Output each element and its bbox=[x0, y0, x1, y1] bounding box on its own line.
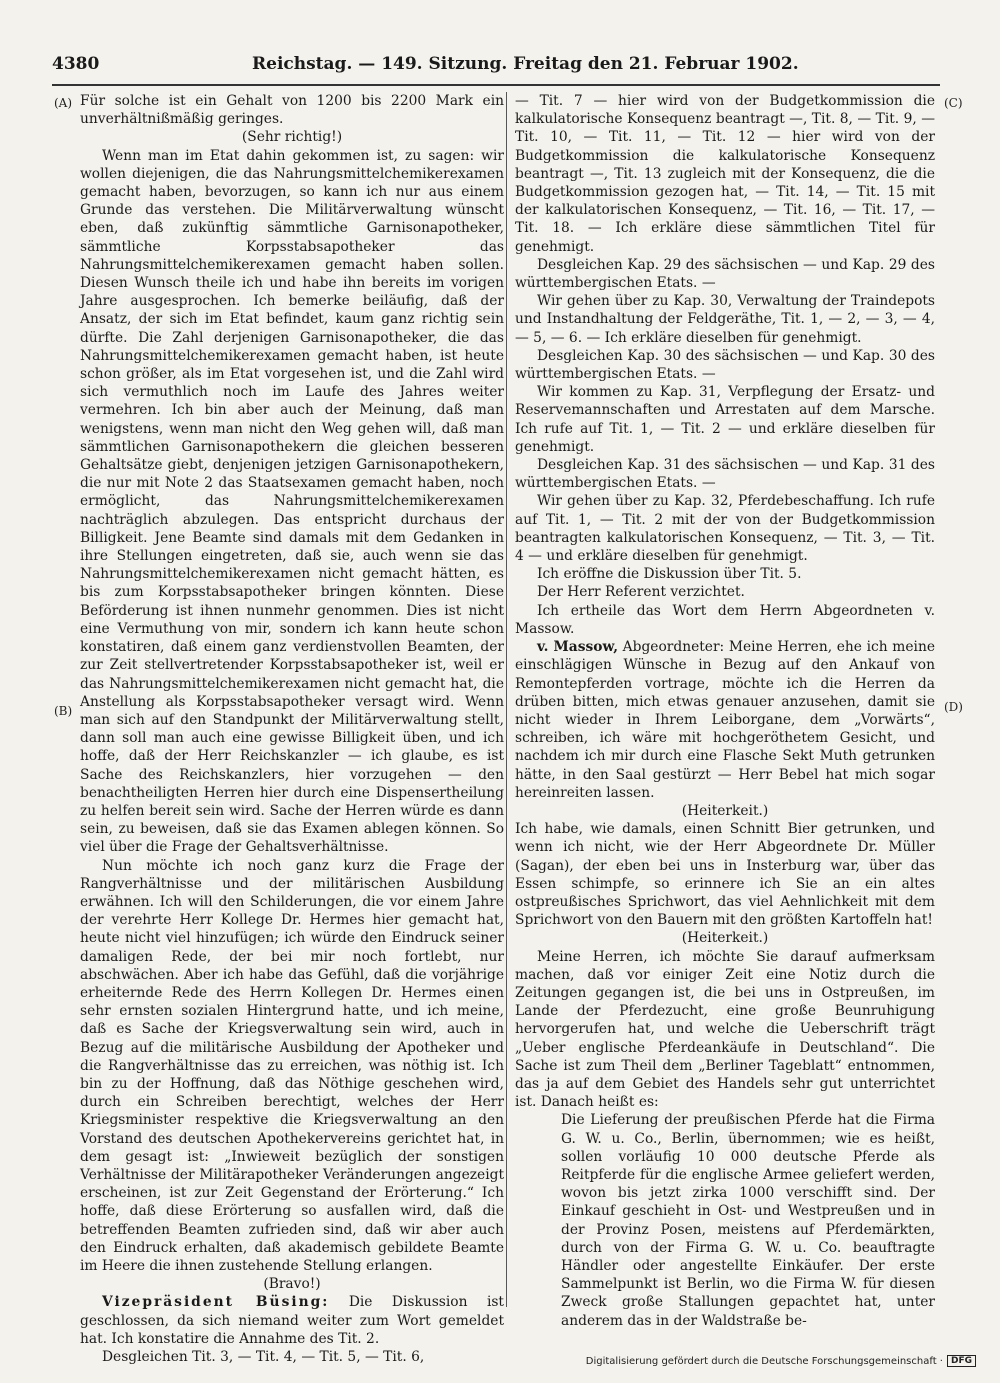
margin-mark-b: (B) bbox=[54, 704, 73, 718]
paragraph: Desgleichen Kap. 30 des sächsischen — und Kap. 30 des württembergischen Etats. — bbox=[515, 347, 935, 383]
paragraph: Wir kommen zu Kap. 31, Verpflegung der Ersatz- und Reservemannschaften und Arrestaten auf dem Marsche. Ich rufe auf Tit. 1, — Tit. 2 — und erkläre dieselben für genehmigt. bbox=[515, 384, 935, 455]
paragraph: Ich ertheile das Wort dem Herrn Abgeordneten v. Massow. bbox=[515, 602, 935, 637]
header-rule bbox=[52, 84, 940, 86]
paragraph: Wir gehen über zu Kap. 30, Verwaltung der Traindepots und Instandhaltung der Feldgeräthe, Tit. 1, — 2, — 3, — 4, — 5, — 6. — Ich erkläre dieselben für genehmigt. bbox=[515, 293, 935, 346]
paragraph: Meine Herren, ich möchte Sie darauf aufmerksam machen, daß vor einiger Zeit eine Notiz durch die Zeitungen gegangen ist, die bei uns in Ostpreußen, im Lande der Pferdezucht, eine große Beunruhigung hervorgerufen hat, und welche die Ueberschrift trägt „Ueber englische Pferdeankäufe in Deutschland“. Die Sache ist zum Theil dem „Berliner Tageblatt“ entnommen, das ja auf dem Gebiet des Handels sehr gut unterrichtet ist. Danach heißt es: bbox=[515, 948, 935, 1111]
footer bbox=[586, 1355, 976, 1367]
speaker-paragraph bbox=[80, 1293, 504, 1348]
paragraph: Ich habe, wie damals, einen Schnitt Bier getrunken, und wenn ich nicht, wie der Herr Abgeordnete Dr. Müller (Sagan), der eben bei uns in Insterburg war, über das Essen schimpfe, so erinnere ich Sie an ein altes ostpreußisches Sprichwort, das viel Aehnlichkeit mit dem Sprichwort von den Bauern mit den größten Kartoffeln hat! bbox=[515, 821, 935, 929]
paragraph: Wir gehen über zu Kap. 32, Pferdebeschaffung. Ich rufe auf Tit. 1, — Tit. 2 mit der von der Budgetkommission beantragten kalkulatorischen Konsequenz, — Tit. 3, — Tit. 4 — und erkläre dieselben für genehmigt. bbox=[515, 493, 935, 565]
paragraph: Wenn man im Etat dahin gekommen ist, zu sagen: wir wollen diejenigen, die das Nahrungsmittelchemikerexamen gemacht haben, bevorzugen, so kann ich nur aus einem Grunde das verstehen. Die Militärverwaltung wünscht eben, daß zukünftig sämmtliche Garnisonapotheker, sämmtliche Korpsstabsapotheker das Nahrungsmittelchemikerexamen gemacht haben sollen. Diesen Wunsch theile ich und habe ihn bereits im vorigen Jahre ausgesprochen. Ich bemerke beiläufig, daß der Ansatz, der sich im Etat befindet, kaum ganz richtig sein dürfte. Die Zahl derjenigen Garnisonapotheker, die das Nahrungsmittelchemikerexamen gemacht haben, ist heute schon größer, als im Etat vorgesehen ist, und die Zahl wird sich vermuthlich noch im Laufe des Jahres weiter vermehren. Ich bin aber auch der Meinung, daß man wenigstens, wenn man nicht den Weg gehen will, daß man sämmtlichen Garnisonapothekern die gleichen besseren Gehaltsätze giebt, denjenigen jetzigen Garnisonapothekern, die nur mit Note 2 das Staatsexamen gemacht haben, noch ermöglicht, das Nahrungsmittelchemikerexamen nachträglich abzulegen. Das entspricht durchaus der Billigkeit. Jene Beamte sind damals mit dem Gedanken in ihre Stellungen eingetreten, daß sie, auch wenn sie das Nahrungsmittelchemikerexamen nicht gemacht hätten, es bis zum Korpsstabsapotheker bringen könnten. Diese Beförderung ist ihnen nunmehr genommen. Dies ist nicht eine Vermuthung von mir, sondern ich kann heute schon konstatiren, daß einem ganz verdienstvollen Beamten, der zur Zeit stellvertretender Korpsstabsapotheker ist, weil er das Nahrungsmittelchemikerexamen nicht gemacht hat, die Anstellung als Korpsstabsapotheker versagt wird. Wenn man sich auf den Standpunkt der Militärverwaltung stellt, dann soll man auch eine gewisse Billigkeit üben, und ich hoffe, daß der Herr Reichskanzler — ich glaube, es ist Sache des Reichskanzlers, hier vorzugehen — den benachtheiligten Herren hier durch eine Dispensertheilung zu helfen bereit sein wird. Sache der Herren würde es dann sein, zu beweisen, daß sie das Examen ablegen können. So viel über die Frage der Gehaltsverhältnisse. bbox=[80, 147, 504, 856]
margin-mark-a: (A) bbox=[54, 96, 73, 110]
paragraph: Ich eröffne die Diskussion über Tit. 5. bbox=[537, 566, 802, 583]
speech-text: Abgeordneter: Meine Herren, ehe ich meine einschlägigen Wünsche in Bezug auf den Ankauf von Remontepferden vortrage, möchte ich die Herren da drüben bitten, mich etwas genauer anzusehen, damit sie nicht wieder in Ihrem Leiborgane, dem „Vorwärts“, schreiben, ich wäre mit hochgeröthetem Gesicht, und nachdem ich mir durch eine Flasche Sekt Muth getrunken hätte, in den Saal gestürzt — Herr Bebel hat mich sogar hereinreiten lassen. bbox=[515, 639, 935, 801]
paragraph: Für solche ist ein Gehalt von 1200 bis 2200 Mark ein unverhältnißmäßig geringes. bbox=[80, 93, 504, 128]
speech-text: Die Diskussion ist geschlossen, da sich niemand weiter zum Wort gemeldet hat. Ich konstatire die Annahme des Tit. 2. bbox=[80, 1294, 504, 1347]
block-quote: Die Lieferung der preußischen Pferde hat die Firma G. W. u. Co., Berlin, übernommen; wie es heißt, sollen vorläufig 10 000 deutsche Pferde als Reitpferde für die englische Armee geliefert werden, wovon bis jetzt zirka 1000 verschifft sind. Der Einkauf geschieht in Ost- und Westpreußen und in der Provinz Posen, meistens auf Pferdemärkten, durch von der Firma G. W. u. Co. beauftragte Händler oder angestellte Einkäufer. Der erste Sammelpunkt ist Berlin, wo die Firma W. für diesen Zweck große Stallungen gepachtet hat, unter anderem das in der Waldstraße be- bbox=[561, 1112, 935, 1329]
interjection: (Heiterkeit.) bbox=[681, 930, 769, 947]
paragraph: Desgleichen Kap. 31 des sächsischen — und Kap. 31 des württembergischen Etats. — bbox=[515, 457, 935, 492]
speaker-paragraph bbox=[515, 638, 935, 802]
column-divider bbox=[506, 92, 507, 1307]
page-number: 4380 bbox=[52, 54, 100, 74]
right-column bbox=[515, 92, 935, 1330]
paragraph: Desgleichen Kap. 29 des sächsischen — und Kap. 29 des württembergischen Etats. — bbox=[515, 256, 935, 292]
paragraph: Desgleichen Tit. 3, — Tit. 4, — Tit. 5, — Tit. 6, bbox=[102, 1349, 425, 1366]
margin-mark-d: (D) bbox=[944, 700, 963, 714]
speaker-name: Vizepräsident Büsing: bbox=[102, 1294, 330, 1311]
running-title: Reichstag. — 149. Sitzung. Freitag den 21. Februar 1902. bbox=[252, 54, 799, 74]
page-header bbox=[52, 52, 940, 78]
paragraph: Der Herr Referent verzichtet. bbox=[537, 584, 745, 601]
interjection: (Sehr richtig!) bbox=[241, 129, 343, 146]
margin-mark-c: (C) bbox=[944, 96, 963, 110]
interjection: (Bravo!) bbox=[263, 1276, 321, 1293]
footer-text: Digitalisierung gefördert durch die Deutsche Forschungsgemeinschaft · bbox=[585, 1355, 943, 1367]
paragraph: — Tit. 7 — hier wird von der Budgetkommission die kalkulatorische Konsequenz beantragt —, Tit. 8, — Tit. 9, — Tit. 10, — Tit. 11, — Tit. 12 — hier wird von der Budgetkommission die kalkulatorische Konsequenz beantragt —, Tit. 13 zugleich mit der Konsequenz, die die Budgetkommission gezogen hat, — Tit. 14, — Tit. 15 mit der kalkulatorischen Konsequenz, — Tit. 16, — Tit. 17, — Tit. 18. — Ich erkläre diese sämmtlichen Titel für genehmigt. bbox=[515, 93, 935, 255]
dfg-logo: DFG bbox=[947, 1355, 976, 1367]
speaker-name: v. Massow, bbox=[537, 639, 619, 656]
interjection: (Heiterkeit.) bbox=[681, 802, 769, 819]
left-column bbox=[80, 92, 504, 1366]
paragraph: Nun möchte ich noch ganz kurz die Frage der Rangverhältnisse und der militärischen Ausbildung erwähnen. Ich will den Schilderungen, die vor einem Jahre der verehrte Herr Kollege Dr. Hermes hier gemacht hat, heute nicht viel hinzufügen; ich würde den Eindruck seiner damaligen Rede, der bei mir noch fortlebt, nur abschwächen. Aber ich habe das Gefühl, daß die vorjährige erheiternde Rede des Herrn Kollegen Dr. Hermes einen sehr ernsten sozialen Hintergrund hatte, und ich meine, daß es Sache der Kriegsverwaltung sein wird, auch in Bezug auf die militärische Ausbildung der Apotheker und die Rangverhältnisse das zu erreichen, was nöthig ist. Ich bin zu der Hoffnung, daß das Nöthige geschehen wird, durch ein Schreiben berechtigt, welches der Herr Kriegsminister respektive die Kriegsverwaltung an den Vorstand des deutschen Apothekervereins gerichtet hat, in dem gesagt ist: „Inwieweit bezüglich der sonstigen Verhältnisse der Militärapotheker Veränderungen angezeigt erscheinen, ist zur Zeit Gegenstand der Erörterung.“ Ich hoffe, daß diese Erörterung so ausfallen wird, daß die betreffenden Beamten zufrieden sind, daß wir aber auch den Eindruck erhalten, daß akademisch gebildete Beamte im Heere die ihnen zustehende Stellung erlangen. bbox=[80, 857, 504, 1274]
